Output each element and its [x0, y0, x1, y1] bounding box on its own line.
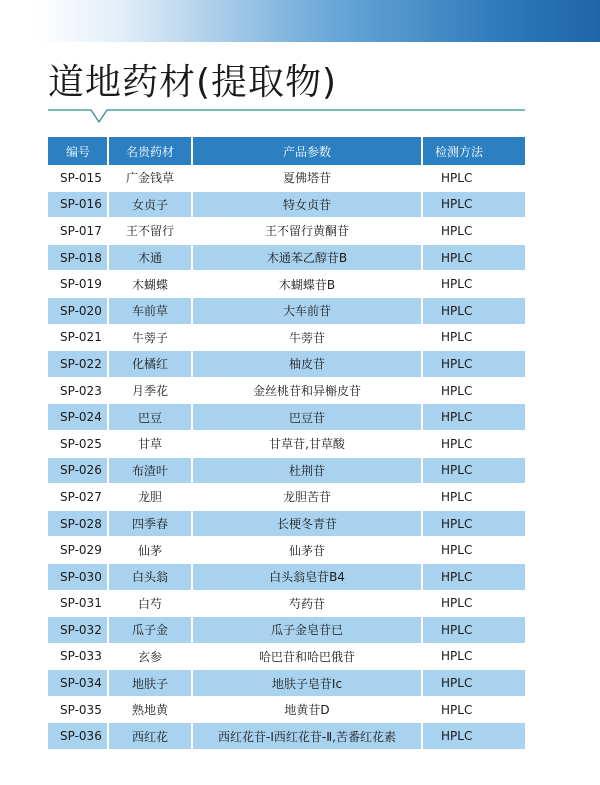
cell-method: HPLC	[422, 617, 525, 644]
cell-herb: 仙茅	[108, 537, 192, 564]
title-divider	[48, 108, 525, 126]
cell-code: SP-022	[48, 351, 108, 378]
cell-herb: 熟地黄	[108, 696, 192, 723]
cell-herb: 布渣叶	[108, 457, 192, 484]
cell-param: 西红花苷-Ⅰ西红花苷-Ⅱ,苦番红花素	[192, 723, 422, 750]
table-row	[48, 165, 525, 191]
cell-param: 大车前苷	[192, 297, 422, 324]
table-row	[48, 696, 525, 723]
cell-method: HPLC	[422, 165, 525, 191]
table-header-row	[48, 137, 525, 165]
cell-herb: 巴豆	[108, 404, 192, 431]
cell-method: HPLC	[422, 643, 525, 670]
cell-herb: 白头翁	[108, 563, 192, 590]
cell-param: 瓜子金皂苷已	[192, 617, 422, 644]
cell-method: HPLC	[422, 271, 525, 298]
table-row	[48, 590, 525, 617]
cell-herb: 化橘红	[108, 351, 192, 378]
table-row	[48, 244, 525, 271]
cell-param: 白头翁皂苷B4	[192, 563, 422, 590]
cell-method: HPLC	[422, 510, 525, 537]
cell-code: SP-023	[48, 377, 108, 404]
cell-herb: 木通	[108, 244, 192, 271]
cell-param: 地肤子皂苷Ic	[192, 670, 422, 697]
cell-code: SP-020	[48, 297, 108, 324]
table-row	[48, 351, 525, 378]
cell-herb: 玄参	[108, 643, 192, 670]
cell-code: SP-034	[48, 670, 108, 697]
cell-code: SP-026	[48, 457, 108, 484]
table-row	[48, 617, 525, 644]
cell-method: HPLC	[422, 723, 525, 750]
cell-herb: 广金钱草	[108, 165, 192, 191]
cell-code: SP-019	[48, 271, 108, 298]
column-header-code: 编号	[48, 137, 108, 165]
cell-param: 杜荆苷	[192, 457, 422, 484]
cell-herb: 木蝴蝶	[108, 271, 192, 298]
table-row	[48, 297, 525, 324]
top-banner	[0, 0, 600, 42]
cell-code: SP-021	[48, 324, 108, 351]
cell-herb: 西红花	[108, 723, 192, 750]
table-row	[48, 377, 525, 404]
cell-method: HPLC	[422, 191, 525, 218]
cell-param: 柚皮苷	[192, 351, 422, 378]
cell-herb: 王不留行	[108, 218, 192, 245]
cell-code: SP-029	[48, 537, 108, 564]
cell-method: HPLC	[422, 377, 525, 404]
column-header-herb: 名贵药材	[108, 137, 192, 165]
cell-code: SP-032	[48, 617, 108, 644]
cell-herb: 牛蒡子	[108, 324, 192, 351]
cell-code: SP-033	[48, 643, 108, 670]
cell-code: SP-031	[48, 590, 108, 617]
cell-method: HPLC	[422, 696, 525, 723]
cell-herb: 月季花	[108, 377, 192, 404]
cell-param: 木通苯乙醇苷B	[192, 244, 422, 271]
cell-param: 木蝴蝶苷B	[192, 271, 422, 298]
table-row	[48, 510, 525, 537]
cell-herb: 车前草	[108, 297, 192, 324]
cell-code: SP-016	[48, 191, 108, 218]
column-header-method: 检测方法	[422, 137, 525, 165]
cell-param: 金丝桃苷和异槲皮苷	[192, 377, 422, 404]
cell-param: 巴豆苷	[192, 404, 422, 431]
cell-param: 仙茅苷	[192, 537, 422, 564]
table-row	[48, 404, 525, 431]
table-row	[48, 670, 525, 697]
cell-param: 长梗冬青苷	[192, 510, 422, 537]
table-row	[48, 643, 525, 670]
cell-method: HPLC	[422, 297, 525, 324]
cell-method: HPLC	[422, 351, 525, 378]
cell-herb: 白芍	[108, 590, 192, 617]
cell-method: HPLC	[422, 324, 525, 351]
cell-code: SP-027	[48, 484, 108, 511]
cell-method: HPLC	[422, 484, 525, 511]
cell-code: SP-025	[48, 430, 108, 457]
table-row	[48, 484, 525, 511]
table-row	[48, 563, 525, 590]
cell-param: 地黄苷D	[192, 696, 422, 723]
cell-code: SP-030	[48, 563, 108, 590]
cell-herb: 地肤子	[108, 670, 192, 697]
cell-code: SP-024	[48, 404, 108, 431]
cell-method: HPLC	[422, 404, 525, 431]
table-body	[48, 165, 525, 750]
table-row	[48, 537, 525, 564]
column-header-param: 产品参数	[192, 137, 422, 165]
cell-method: HPLC	[422, 670, 525, 697]
cell-method: HPLC	[422, 563, 525, 590]
cell-herb: 龙胆	[108, 484, 192, 511]
cell-param: 牛蒡苷	[192, 324, 422, 351]
table-row	[48, 191, 525, 218]
table-row	[48, 723, 525, 750]
cell-herb: 女贞子	[108, 191, 192, 218]
cell-herb: 四季春	[108, 510, 192, 537]
cell-code: SP-018	[48, 244, 108, 271]
cell-code: SP-017	[48, 218, 108, 245]
cell-param: 龙胆苦苷	[192, 484, 422, 511]
page-title: 道地药材(提取物)	[48, 62, 338, 103]
cell-herb: 甘草	[108, 430, 192, 457]
cell-code: SP-035	[48, 696, 108, 723]
cell-method: HPLC	[422, 590, 525, 617]
cell-method: HPLC	[422, 244, 525, 271]
table-row	[48, 457, 525, 484]
cell-param: 特女贞苷	[192, 191, 422, 218]
cell-param: 哈巴苷和哈巴俄苷	[192, 643, 422, 670]
cell-method: HPLC	[422, 537, 525, 564]
cell-method: HPLC	[422, 218, 525, 245]
cell-method: HPLC	[422, 457, 525, 484]
cell-herb: 瓜子金	[108, 617, 192, 644]
cell-code: SP-028	[48, 510, 108, 537]
cell-param: 芍药苷	[192, 590, 422, 617]
table-row	[48, 271, 525, 298]
table-row	[48, 430, 525, 457]
table-row	[48, 218, 525, 245]
cell-code: SP-036	[48, 723, 108, 750]
cell-method: HPLC	[422, 430, 525, 457]
product-table	[48, 137, 525, 750]
cell-param: 王不留行黄酮苷	[192, 218, 422, 245]
table-row	[48, 324, 525, 351]
cell-param: 甘草苷,甘草酸	[192, 430, 422, 457]
cell-code: SP-015	[48, 165, 108, 191]
cell-param: 夏佛塔苷	[192, 165, 422, 191]
